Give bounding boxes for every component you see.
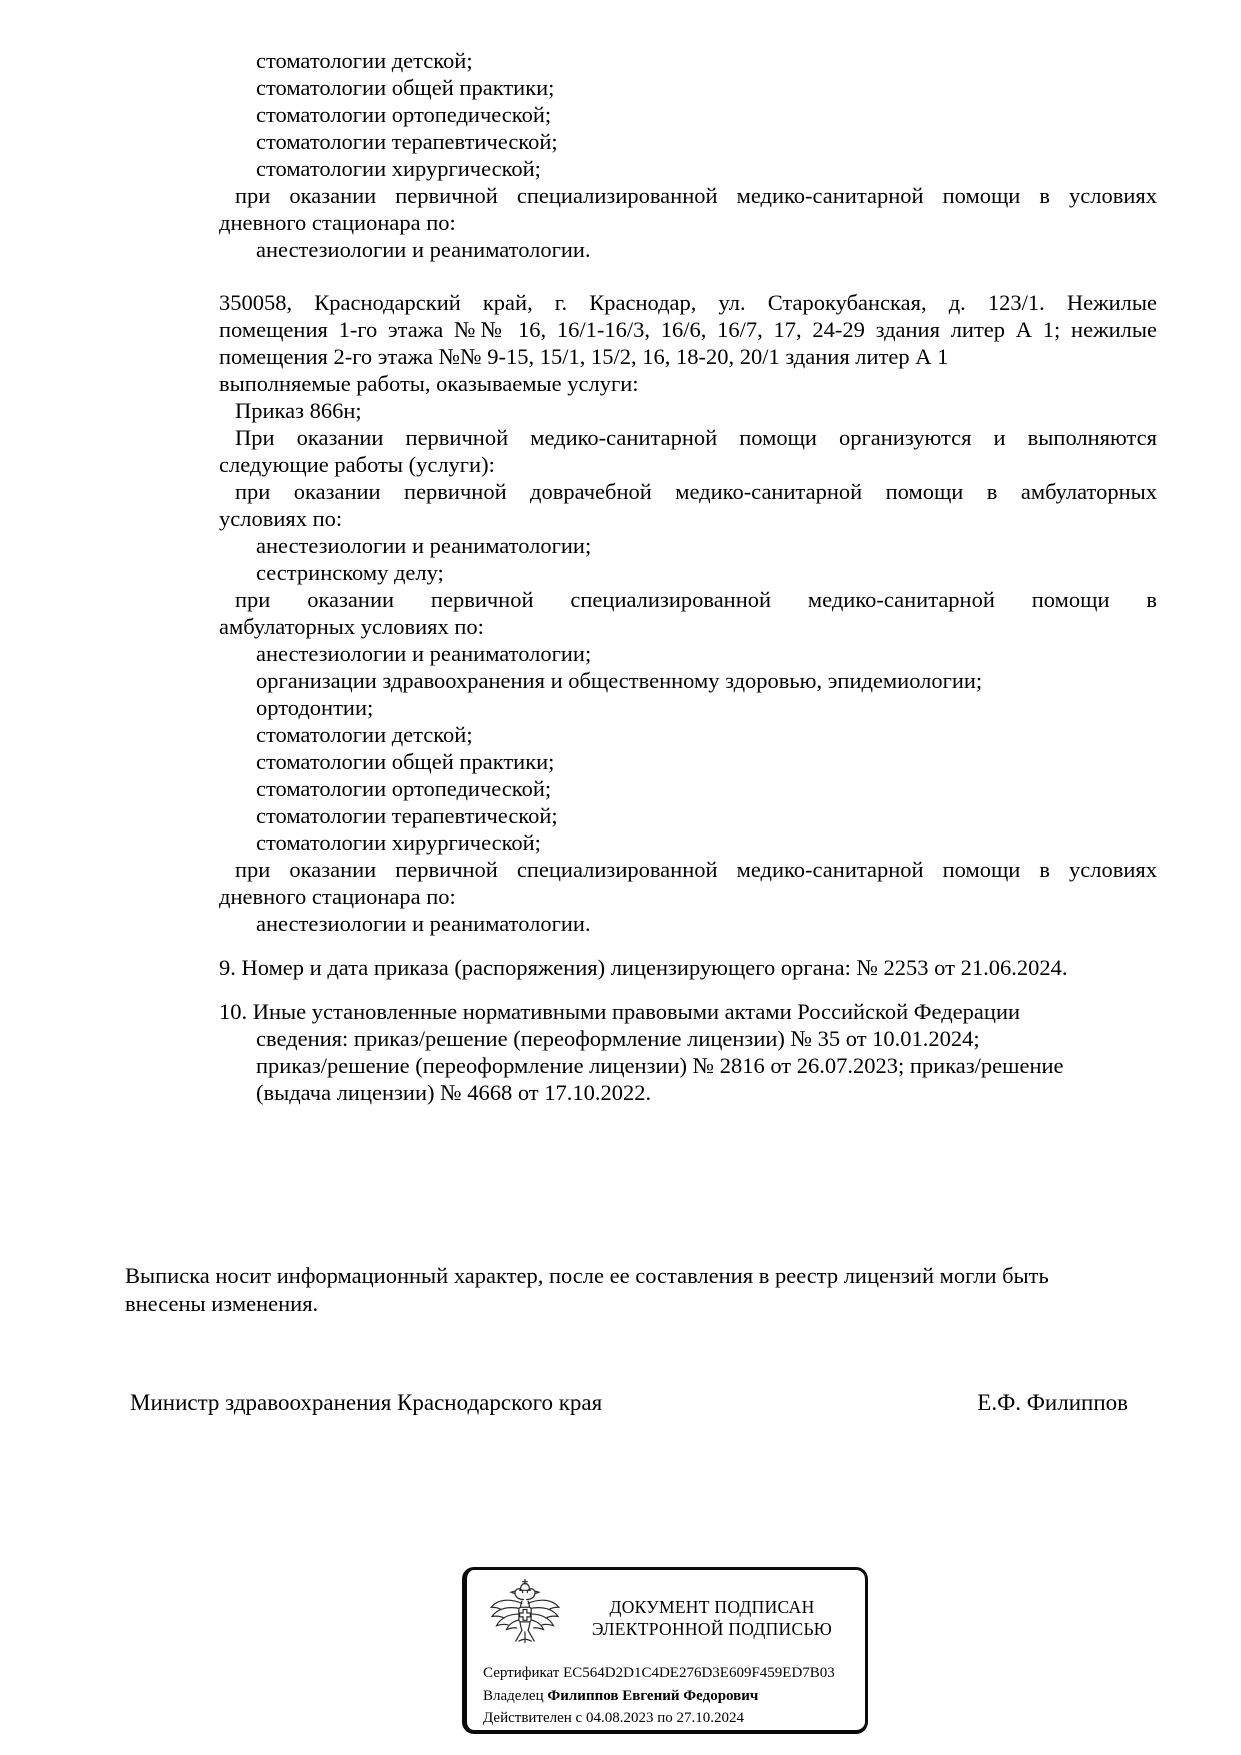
spacer — [219, 981, 1157, 998]
stamp-certificate-line — [483, 1662, 853, 1685]
text-line: внесены изменения. — [125, 1291, 319, 1316]
text-line: дневного стационара по: — [219, 210, 456, 235]
list-item: анестезиологии и реаниматологии. — [256, 911, 591, 936]
list-item: стоматологии ортопедической; — [256, 102, 552, 127]
specialized-ambulatory-list — [219, 640, 1157, 856]
stamp-title-line2: ЭЛЕКТРОННОЙ ПОДПИСЬЮ — [591, 1619, 833, 1639]
works-services-label — [219, 370, 1157, 397]
specialized-ambulatory-paragraph — [219, 586, 1157, 640]
list-item: стоматологии общей практики; — [256, 749, 555, 774]
text-line: условиях по: — [219, 506, 343, 531]
certificate-label: Сертификат — [483, 1665, 564, 1681]
list-item: анестезиологии и реаниматологии; — [256, 641, 592, 666]
spacer — [219, 263, 1157, 289]
primary-care-paragraph — [219, 424, 1157, 478]
text-line: при оказании первичной специализированной медико-санитарной помощи в — [235, 587, 1157, 612]
text-line: сведения: приказ/решение (переоформление лицензии) № 35 от 10.01.2024; — [256, 1026, 980, 1051]
list-item: ортодонтии; — [256, 695, 374, 720]
owner-value: Филиппов Евгений Федорович — [547, 1687, 759, 1704]
address-paragraph — [219, 289, 1157, 370]
text-line: при оказании первичной специализированной медико-санитарной помощи в условиях — [235, 857, 1157, 882]
works-list-specialties-continued — [219, 47, 1157, 182]
list-item: организации здравоохранения и общественному здоровью, эпидемиологии; — [256, 668, 983, 693]
spacer — [219, 937, 1157, 954]
stamp-validity-line: Действителен с 04.08.2023 по 27.10.2024 — [483, 1710, 744, 1726]
roszdravnadzor-eagle-emblem-icon — [479, 1578, 571, 1658]
pre-medical-care-paragraph — [219, 478, 1157, 532]
list-item: стоматологии хирургической; — [256, 830, 541, 855]
list-item: стоматологии детской; — [256, 48, 473, 73]
signature-row — [130, 1390, 1142, 1416]
text-line: (выдача лицензии) № 4668 от 17.10.2022. — [256, 1080, 652, 1105]
text-line: амбулаторных условиях по: — [219, 614, 484, 639]
list-item: стоматологии терапевтической; — [256, 129, 558, 154]
list-item: анестезиологии и реаниматологии; — [256, 533, 592, 558]
list-item: стоматологии детской; — [256, 722, 473, 747]
text-line: 9. Номер и дата приказа (распоряжения) лицензирующего органа: № 2253 от 21.06.2024. — [219, 955, 1068, 980]
list-item: анестезиологии и реаниматологии. — [256, 237, 591, 262]
list-item: стоматологии ортопедической; — [256, 776, 552, 801]
certificate-value: EC564D2D1C4DE276D3E609F459ED7B03 — [563, 1665, 835, 1681]
electronic-signature-stamp — [462, 1567, 868, 1734]
pre-medical-care-list — [219, 532, 1157, 586]
minister-name: Е.Ф. Филиппов — [977, 1390, 1128, 1415]
works-list-day-care — [219, 236, 1157, 263]
minister-title: Министр здравоохранения Краснодарского края — [130, 1390, 603, 1415]
text-line: При оказании первичной медико-санитарной помощи организуются и выполняются — [235, 425, 1157, 450]
stamp-title — [571, 1596, 853, 1640]
item-10-other-info — [219, 998, 1157, 1106]
text-line: Выписка носит информационный характер, после ее составления в реестр лицензий могли быть — [125, 1263, 1049, 1288]
owner-label: Владелец — [483, 1687, 548, 1704]
text-line: при оказании первичной специализированной медико-санитарной помощи в условиях — [235, 183, 1157, 208]
informational-note — [125, 1262, 1157, 1318]
text-line: дневного стационара по: — [219, 884, 456, 909]
text-line: приказ/решение (переоформление лицензии) № 2816 от 26.07.2023; приказ/решение — [256, 1053, 1064, 1078]
stamp-owner-line — [483, 1685, 853, 1708]
day-care-list — [219, 910, 1157, 937]
text-line: 10. Иные установленные нормативными правовыми актами Российской Федерации — [219, 999, 1021, 1024]
text-line: при оказании первичной доврачебной медико-санитарной помощи в амбулаторных — [235, 479, 1157, 504]
stamp-title-line1: ДОКУМЕНТ ПОДПИСАН — [609, 1597, 815, 1617]
list-item: стоматологии терапевтической; — [256, 803, 558, 828]
text-line: выполняемые работы, оказываемые услуги: — [219, 371, 639, 396]
list-item: стоматологии хирургической; — [256, 156, 541, 181]
list-item: сестринскому делу; — [256, 560, 444, 585]
specialized-day-care-paragraph — [219, 856, 1157, 910]
item-9-order-number — [219, 954, 1157, 981]
text-line: 350058, Краснодарский край, г. Краснодар, ул. Старокубанская, д. 123/1. Нежилые — [219, 290, 1157, 315]
works-para-specialized-day-care — [219, 182, 1157, 236]
text-line: помещения 1-го этажа №№ 16, 16/1-16/3, 16/6, 16/7, 17, 24-29 здания литер А 1; нежилые — [219, 317, 1157, 342]
list-item: стоматологии общей практики; — [256, 75, 555, 100]
order-866n — [219, 397, 1157, 424]
license-extract-body — [219, 47, 1157, 1106]
text-line: следующие работы (услуги): — [219, 452, 495, 477]
text-line: помещения 2-го этажа №№ 9-15, 15/1, 15/2, 16, 18-20, 20/1 здания литер А 1 — [219, 344, 949, 369]
text-line: Приказ 866н; — [235, 398, 362, 423]
